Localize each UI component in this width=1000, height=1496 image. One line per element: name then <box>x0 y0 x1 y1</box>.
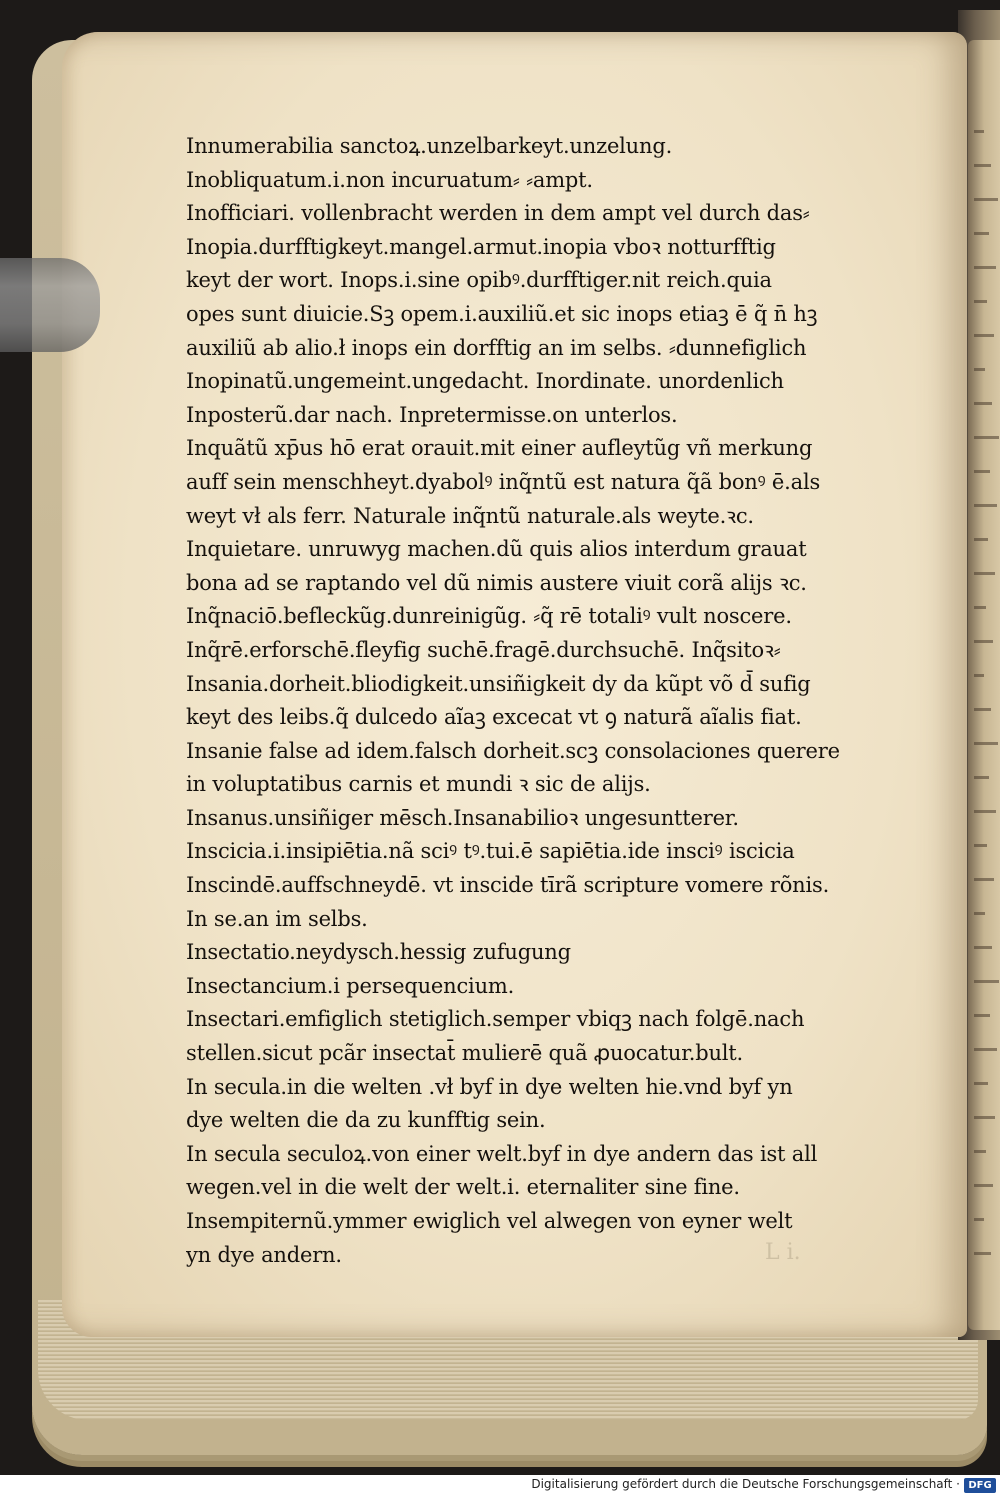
text-line: Insectari.emfiglich stetiglich.semper vbiqꝫ nach folgē.nach <box>186 1007 805 1032</box>
facing-page-text-fragment <box>974 1014 990 1017</box>
text-line: dye welten die da zu kunfftig sein. <box>186 1108 546 1133</box>
text-line: Insectancium.i persequencium. <box>186 973 515 998</box>
text-line: Innumerabilia sanctoꝝ.unzelbarkeyt.unzelung. <box>186 134 673 158</box>
text-line: In secula seculoꝝ.von einer welt.byf in dye andern das ist all <box>186 1141 818 1166</box>
text-line: wegen.vel in die welt der welt.i. eternaliter sine fine. <box>186 1175 740 1200</box>
facing-page-text-fragment <box>974 164 991 167</box>
text-line: In se.an im selbs. <box>186 906 368 931</box>
text-line: keyt des leibs.q̃ dulcedo aĩaꝫ excecat vt ꝯ naturã aĩalis fiat. <box>186 705 802 730</box>
text-line: Inquãtũ xp̄us hō erat orauit.mit einer aufleytũg vñ merkung <box>186 436 813 461</box>
funding-notice: Digitalisierung gefördert durch die Deutsche Forschungsgemeinschaft · <box>531 1477 960 1491</box>
facing-page-text-fragment <box>974 572 995 575</box>
text-line: auxiliũ ab alio.ł inops ein dorfftig an im selbs. ⸗dunnefiglich <box>186 335 807 360</box>
text-line: Inposterũ.dar nach. Inpretermisse.on unterlos. <box>186 402 678 427</box>
text-line: Insania.dorheit.bliodigkeit.unsiñigkeit dy da kũpt võ d̄ sufig <box>186 671 811 696</box>
text-line: Inq̃rē.erforschē.fleyfig suchē.fragē.durchsuchē. Inq̃sitoꝛ⸗ <box>186 637 781 662</box>
text-line: in voluptatibus carnis et mundi ꝛ sic de alijs. <box>186 772 651 797</box>
facing-page-text-fragment <box>974 504 997 507</box>
facing-page-text-fragment <box>974 1184 993 1187</box>
text-line: Inopia.durfftigkeyt.mangel.armut.inopia vboꝛ notturfftig <box>186 234 776 259</box>
text-line: yn dye andern. <box>186 1242 342 1267</box>
facing-page-text-fragment <box>974 368 985 371</box>
text-line: Insectatio.neydysch.hessig zufugung <box>186 940 571 965</box>
facing-page-text-fragment <box>974 266 996 269</box>
facing-page <box>968 40 1000 1330</box>
facing-page-text-fragment <box>974 1218 984 1221</box>
facing-page-text-fragment <box>974 912 985 915</box>
facing-page-text-fragment <box>974 402 992 405</box>
footer-bar <box>0 1475 1000 1496</box>
text-line: Insanus.unsiñiger mēsch.Insanabilioꝛ ungesuntterer. <box>186 805 739 830</box>
facing-page-text-fragment <box>974 436 999 439</box>
facing-page-text-fragment <box>974 1082 988 1085</box>
text-line: Inscindē.auffschneydē. vt inscide tīrã scripture vomere rõnis. <box>186 873 830 898</box>
text-block <box>186 130 886 1272</box>
text-line: stellen.sicut pcãr insectat̄ mulierē quã ꝓuocatur.bult. <box>186 1041 743 1066</box>
text-line: In secula.in die welten .vł byf in dye welten hie.vnd byf yn <box>186 1074 793 1099</box>
text-line: keyt der wort. Inops.i.sine opibꝰ.durfftiger.nit reich.quia <box>186 268 772 293</box>
text-line: opes sunt diuicie.Sꝫ opem.i.auxiliũ.et sic inops etiaꝫ ē q̃ n̄ hꝫ <box>186 301 818 326</box>
text-line: Insanie false ad idem.falsch dorheit.scꝫ consolaciones querere <box>186 738 840 763</box>
facing-page-text-fragment <box>974 198 998 201</box>
text-line: Inq̃naciō.befleckũg.dunreinigũg. ⸗q̃ rē totaliꝰ vult noscere. <box>186 604 792 629</box>
text-line: auff sein menschheyt.dyabolꝰ inq̃ntũ est natura q̃ã bonꝰ ē.als <box>186 469 821 494</box>
text-line: Insempiternũ.ymmer ewiglich vel alwegen von eyner welt <box>186 1209 793 1233</box>
facing-page-text-fragment <box>974 334 994 337</box>
facing-page-text-fragment <box>974 776 989 779</box>
facing-page-text-fragment <box>974 810 996 813</box>
text-line: Inopinatũ.ungemeint.ungedacht. Inordinate. unordenlich <box>186 369 784 394</box>
facing-page-text-fragment <box>974 878 994 881</box>
facing-page-text-fragment <box>974 844 987 847</box>
bookmark-strip <box>0 258 100 352</box>
text-line: bona ad se raptando vel dũ nimis austere viuit corã alijs ꝛc. <box>186 570 807 595</box>
facing-page-text-fragment <box>974 980 999 983</box>
facing-page-text-fragment <box>974 1150 986 1153</box>
facing-page-text-fragment <box>974 1116 995 1119</box>
text-line: Insciciа.i.insipiētia.nã sciꝰ tꝰ.tui.ē sapiētia.ide insciꝰ isciciа <box>186 839 795 864</box>
facing-page-text-fragment <box>974 1048 997 1051</box>
text-line: Inquietare. unruwyg machen.dũ quis alios interdum grauat <box>186 537 807 562</box>
facing-page-text-fragment <box>974 300 987 303</box>
facing-page-text-fragment <box>974 130 984 133</box>
page-number: L i. <box>765 1240 801 1265</box>
text-line: Inofficiari. vollenbracht werden in dem ampt vel durch das⸗ <box>186 201 810 226</box>
facing-page-text-fragment <box>974 606 986 609</box>
facing-page-text-fragment <box>974 538 988 541</box>
text-line: Inobliquatum.i.non incuruatum⸗ ⸗ampt. <box>186 167 593 192</box>
text-line: weyt vł als ferr. Naturale inq̃ntũ naturale.als weyte.ꝛc. <box>186 503 754 528</box>
dfg-logo[interactable]: DFG <box>964 1478 996 1493</box>
facing-page-text-fragment <box>974 708 991 711</box>
facing-page-text-fragment <box>974 1252 991 1255</box>
facing-page-text-fragment <box>974 946 992 949</box>
facing-page-text-fragment <box>974 640 993 643</box>
facing-page-text-fragment <box>974 470 990 473</box>
facing-page-text-fragment <box>974 742 998 745</box>
facing-page-text-fragment <box>974 232 989 235</box>
facing-page-text-fragment <box>974 674 984 677</box>
